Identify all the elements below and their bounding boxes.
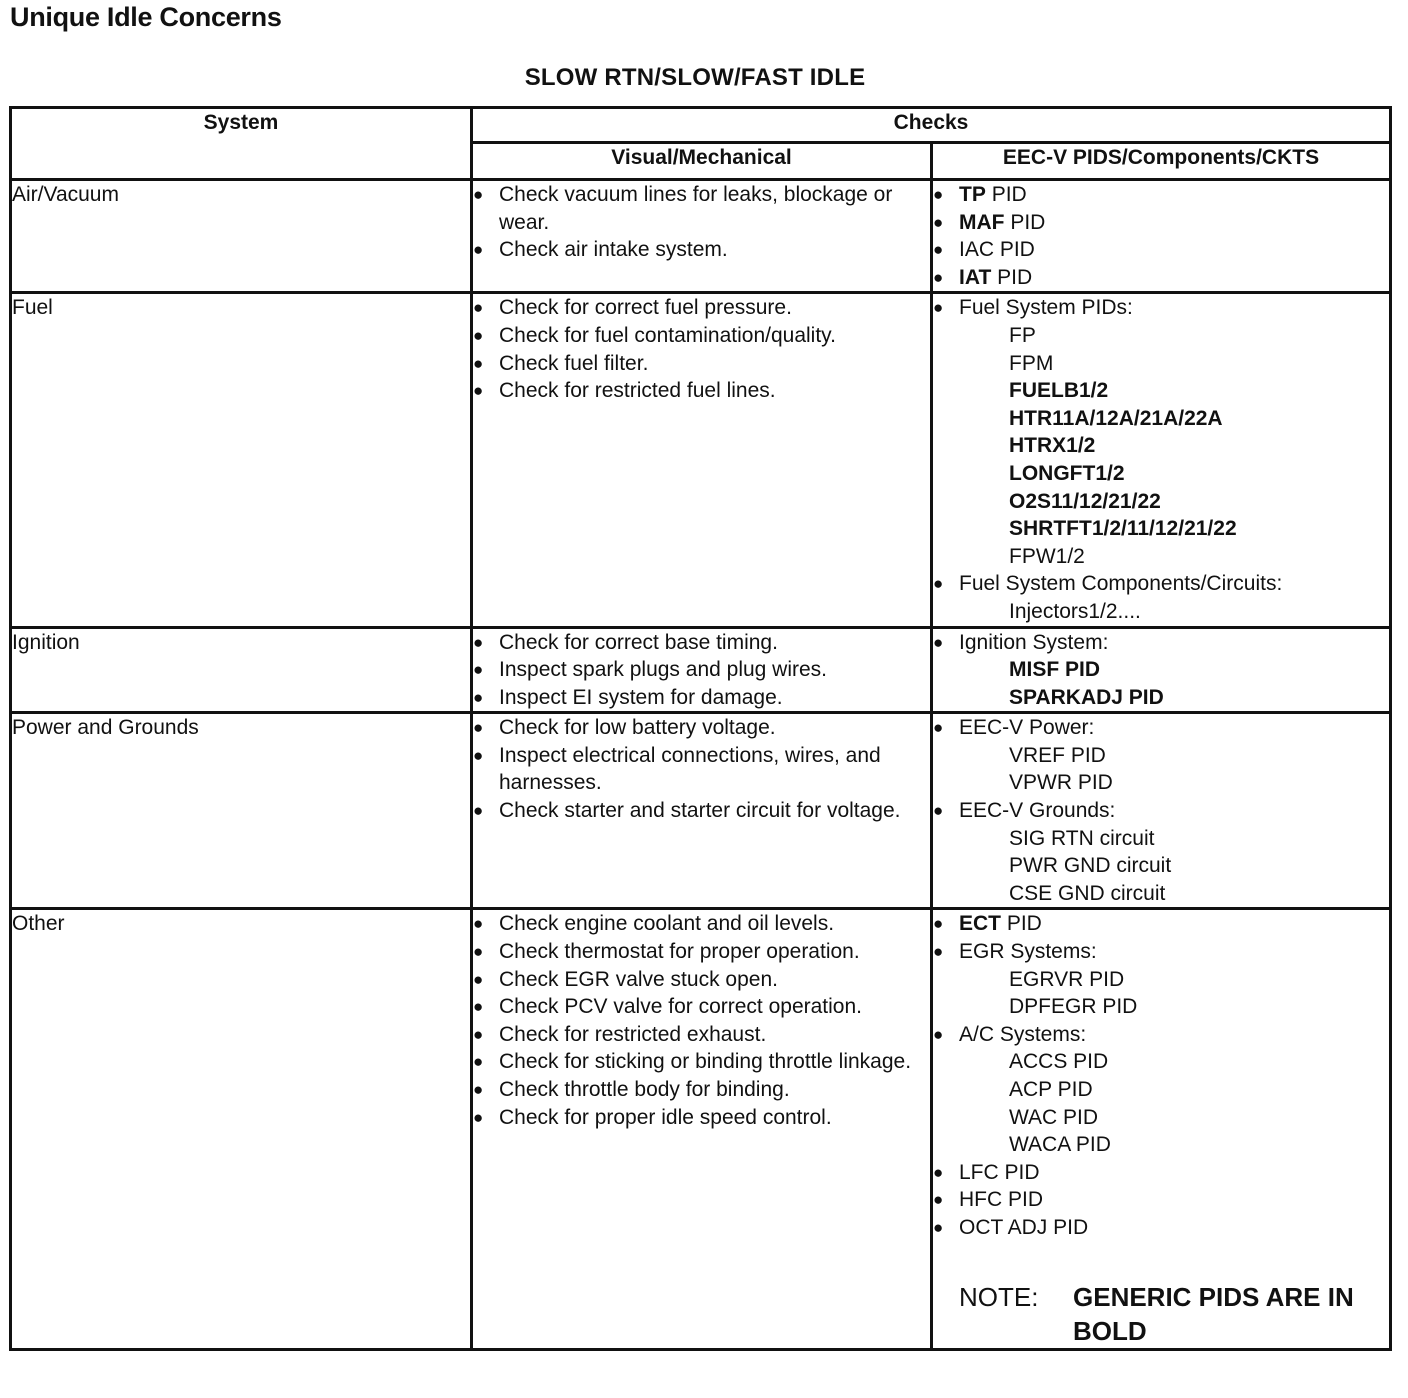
eec-cell-fuel [932,293,1391,627]
pid-acp: ACP PID [1009,1078,1093,1101]
eec-cell-other [932,909,1391,1349]
pid-shrtft: SHRTFT1/2/11/12/21/22 [1009,517,1237,541]
list-item [933,181,1389,209]
list-item: ● Check for correct base timing. [473,629,930,657]
list-item: ● Check thermostat for proper operation. [473,938,930,966]
pid-code: ECT [959,912,1001,936]
pid-sparkadj: SPARKADJ PID [1009,685,1164,709]
table-row-fuel [11,293,1391,627]
system-cell-fuel: Fuel [11,293,472,627]
list-item: ● Check for sticking or binding throttle linkage. [473,1048,930,1076]
list-item: ● Check throttle body for binding. [473,1076,930,1104]
list-item [933,570,1389,625]
list-item: ● Check engine coolant and oil levels. [473,910,930,938]
visual-cell-other [472,909,932,1349]
list-item: ● Check fuel filter. [473,350,930,378]
pid-accs: ACCS PID [1009,1050,1109,1074]
fuel-pids-label: Fuel System PIDs: [959,296,1133,320]
list-item: ● Check for restricted exhaust. [473,1021,930,1049]
pid-vpwr: VPWR PID [1009,771,1113,795]
eec-cell-ignition [932,627,1391,713]
table-caption: SLOW RTN/SLOW/FAST IDLE [524,64,866,91]
visual-cell-air-vacuum [472,180,932,293]
list-item [933,294,1389,570]
list-item [933,264,1389,292]
list-item: ● Check starter and starter circuit for voltage. [473,797,930,825]
eec-power-label: EEC-V Power: [959,716,1095,740]
list-item [933,209,1389,237]
system-cell-air-vacuum: Air/Vacuum [11,180,472,293]
page-title: Unique Idle Concerns [10,2,282,32]
list-item: ● OCT ADJ PID [933,1214,1389,1242]
pid-code: MAF [959,210,1005,234]
pid-fpw: FPW1/2 [1009,544,1085,568]
visual-cell-power-grounds [472,713,932,909]
eec-grounds-label: EEC-V Grounds: [959,799,1116,823]
pid-fuelb: FUELB1/2 [1009,379,1109,403]
system-cell-power-grounds: Power and Grounds [11,713,472,909]
list-item: ● Check for low battery voltage. [473,714,930,742]
system-cell-other: Other [11,909,472,1349]
checks-header: Checks [472,108,1391,143]
pid-waca: WACA PID [1009,1133,1111,1157]
visual-mechanical-header: Visual/Mechanical [472,143,932,180]
list-item: ● Inspect EI system for damage. [473,684,930,712]
table-row-other [11,909,1391,1349]
list-item [933,797,1389,907]
pid-suffix: PID [997,265,1033,289]
list-item: ● Check air intake system. [473,236,930,264]
pid-o2s: O2S11/12/21/22 [1009,489,1161,513]
pid-vref: VREF PID [1009,743,1106,767]
pid-fp: FP [1009,323,1036,347]
pid-dpfegr: DPFEGR PID [1009,995,1138,1019]
list-item: ● Check PCV valve for correct operation. [473,993,930,1021]
pid-egrvr: EGRVR PID [1009,967,1125,991]
pid-suffix: PID [1006,912,1042,936]
list-item: ● HFC PID [933,1186,1389,1214]
system-cell-ignition: Ignition [11,627,472,713]
table-row-air-vacuum [11,180,1391,293]
system-header: System [11,108,472,180]
ignition-system-label: Ignition System: [959,630,1109,654]
circuit-pwr-gnd: PWR GND circuit [1009,854,1172,878]
list-item: ● LFC PID [933,1159,1389,1187]
note-text: GENERIC PIDS ARE IN BOLD [1073,1281,1354,1346]
pid-wac: WAC PID [1009,1105,1099,1129]
list-item: ● Check for restricted fuel lines. [473,377,930,405]
egr-systems-label: EGR Systems: [959,940,1097,964]
circuit-cse-gnd: CSE GND circuit [1009,881,1166,905]
pid-htrx: HTRX1/2 [1009,434,1096,458]
list-item [933,714,1389,797]
pid-fpm: FPM [1009,351,1054,375]
pid-code: IAT [959,265,992,289]
list-item: ● Check for correct fuel pressure. [473,294,930,322]
eec-cell-power-grounds [932,713,1391,909]
list-item [933,1021,1389,1159]
list-item: ● Check for fuel contamination/quality. [473,322,930,350]
pid-suffix: PID [991,183,1027,206]
visual-cell-fuel [472,293,932,627]
pid-code: TP [959,183,986,206]
eec-header: EEC-V PIDS/Components/CKTS [932,143,1391,180]
list-item [933,910,1389,938]
list-item: ● Check for proper idle speed control. [473,1104,930,1132]
table-row-power-grounds [11,713,1391,909]
list-item: ● Check EGR valve stuck open. [473,966,930,994]
visual-cell-ignition [472,627,932,713]
table-row-ignition [11,627,1391,713]
pid-longft: LONGFT1/2 [1009,461,1125,485]
pid-suffix: PID [1010,210,1046,234]
idle-concerns-table [9,106,1392,1351]
list-item: ● Inspect electrical connections, wires, and harnesses. [473,742,930,797]
list-item: ● Inspect spark plugs and plug wires. [473,656,930,684]
pid-htr: HTR11A/12A/21A/22A [1009,406,1223,430]
list-item [933,938,1389,1021]
note-label: NOTE: [959,1281,1039,1312]
list-item [933,629,1389,712]
fuel-components-label: Fuel System Components/Circuits: [959,572,1283,596]
injectors: Injectors1/2.... [1009,599,1141,623]
generic-pids-note [933,1280,1389,1348]
list-item: ● Check vacuum lines for leaks, blockage or wear. [473,181,930,236]
pid-misf: MISF PID [1009,658,1101,682]
ac-systems-label: A/C Systems: [959,1022,1087,1046]
circuit-sig-rtn: SIG RTN circuit [1009,826,1155,850]
list-item: ● IAC PID [933,236,1389,264]
eec-cell-air-vacuum [932,180,1391,293]
